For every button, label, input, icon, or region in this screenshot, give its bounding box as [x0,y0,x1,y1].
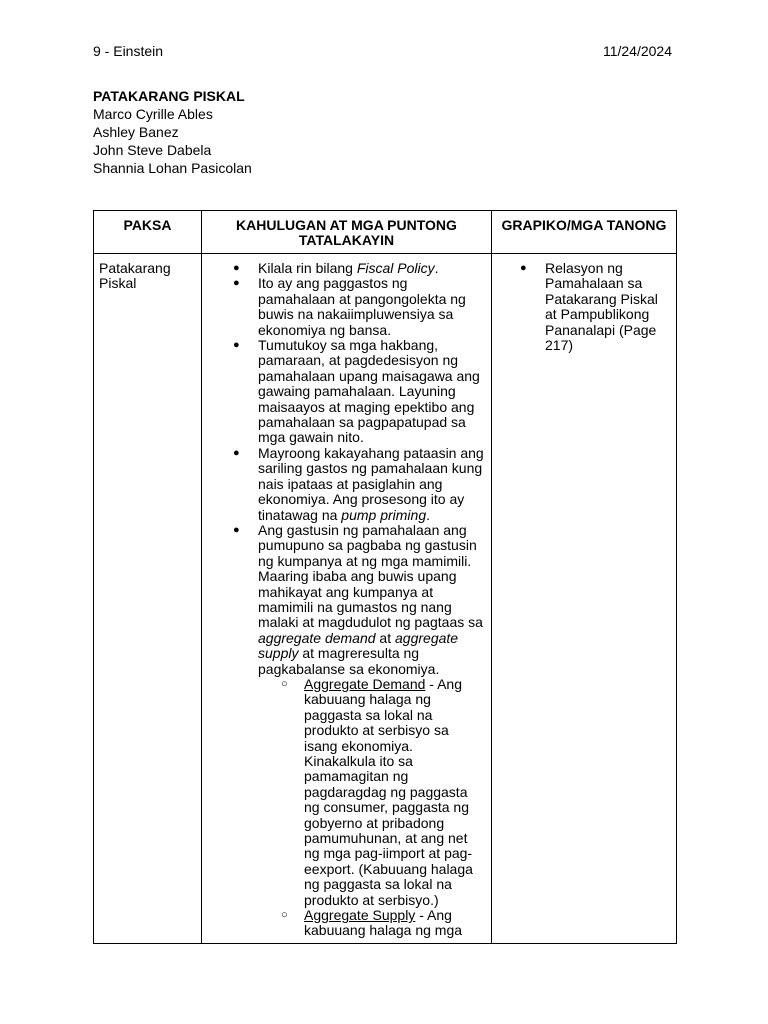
sub-text: - Ang kabuuang halaga ng paggasta sa lokal na produkto at serbisyo sa isang ekonomiya. Kinakalkula ito sa pamamagitan ng pagdaragdag ng paggasta ng consumer, paggasta ng gobyerno at pribadong pamumuhunan, at ang net ng mga pag-iimport at pag-eexport. (Kabuuang halaga ng paggasta sa lokal na produkto at serbisyo.) [304,675,473,908]
class-section: 9 - Einstein [93,43,164,59]
topic-table [93,210,677,944]
point-text: at [375,629,396,646]
sub-text: - Ang kabuuang halaga ng mga [304,907,463,939]
document-meta [93,87,252,177]
points-list [207,261,486,939]
sub-term: Aggregate Demand [304,675,426,692]
points-cell [202,254,492,944]
header-grapiko: GRAPIKO/MGA TANONG [492,211,677,254]
point-term: aggregate supply [258,629,459,662]
point-text: Mayroong kakayahang pataasin ang sariling gastos ng pamahalaan kung nais ipataas at pasiglahin ang ekonomiya. Ang prosesong ito ay tinatawag na [258,444,484,523]
sub-list-item [258,677,486,908]
table-header-row [94,211,677,254]
list-item [207,338,486,446]
member-name: Ashley Banez [93,124,179,140]
point-text: Kilala rin bilang [258,260,357,276]
header-kahulugan: KAHULUGAN AT MGA PUNTONG TATALAKAYIN [202,211,492,254]
list-item [207,523,486,939]
point-term: aggregate demand [258,629,376,646]
document-date: 11/24/2024 [602,43,672,59]
point-text: . [426,506,431,523]
point-text: Ito ay ang paggastos ng pamahalaan at pangongolekta ng buwis na nakaiimpluwensiya sa ekonomiya ng bansa. [258,275,466,338]
table-row [94,254,677,944]
sub-list-item [258,908,486,939]
point-text: . [434,260,439,276]
graphics-list [497,261,671,353]
sub-list [258,677,486,939]
point-text: at magreresulta ng pagkabalanse sa ekonomiya. [258,645,440,677]
point-text: Tumutukoy sa mga hakbang, pamaraan, at pagdedesisyon ng pamahalaan upang maisagawa ang gawaing pamahalaan. Layuning maisaayos at maging epektibo ang pamahalaan sa pagpapatupad sa mga gawain nito. [258,337,480,446]
list-item [207,276,486,338]
topic-cell [94,254,202,944]
member-name: Marco Cyrille Ables [93,106,213,122]
graphics-text: Relasyon ng Pamahalaan sa Patakarang Piskal at Pampublikong Pananalapi (Page 217) [545,260,658,354]
list-item [497,261,671,353]
member-name: John Steve Dabela [93,142,212,158]
list-item [207,446,486,523]
member-name: Shannia Lohan Pasicolan [93,160,252,176]
point-text: Ang gastusin ng pamahalaan ang pumupuno sa pagbaba ng gastusin ng kumpanya at ng mga mamimili. Maaring ibaba ang buwis upang mahikayat ang kumpanya at mamimili na gumastos ng nang malaki at magdudulot ng pagtaas sa [258,521,483,631]
header-paksa: PAKSA [94,211,202,254]
graphics-cell [492,254,677,944]
document-title: PATAKARANG PISKAL [93,88,245,104]
sub-term: Aggregate Supply [304,907,416,924]
list-item [207,261,486,276]
point-term: Fiscal Policy [356,260,435,276]
topic-name: Patakarang Piskal [99,260,171,292]
point-term: pump priming [341,506,427,523]
